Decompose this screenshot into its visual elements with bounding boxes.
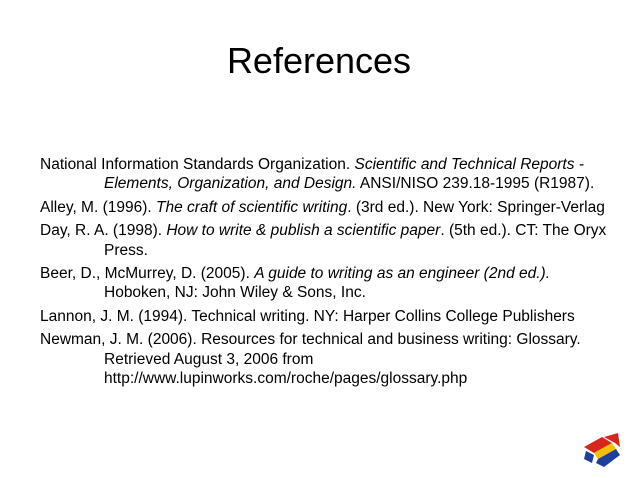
reference-title: A guide to writing as an engineer (2nd ed.).	[254, 265, 551, 283]
logo-blue-base	[584, 451, 594, 463]
reference-text: Alley, M. (1996).	[40, 198, 157, 216]
reference-text: . (5th ed.). CT: The Oryx Press.	[104, 222, 607, 259]
cube-logo-icon	[582, 433, 622, 469]
reference-text: Hoboken, NJ: John Wiley & Sons, Inc.	[104, 284, 366, 302]
reference-title: The craft of scientific writing	[156, 198, 348, 216]
reference-text: Newman, J. M. (2006). Resources for technical and business writing: Glossary. Retrieved August 3, 2006 from http://www.lupinworks.com/roche/pages/glossary.php	[40, 331, 581, 388]
reference-text: . (3rd ed.). New York: Springer-Verlag	[347, 198, 605, 216]
reference-title: Scientific and Technical Reports - Elements, Organization, and Design.	[104, 156, 584, 193]
reference-item	[40, 155, 615, 194]
reference-item	[40, 330, 615, 388]
reference-text: ANSI/NISO 239.18-1995 (R1987).	[356, 175, 595, 193]
reference-text: Day, R. A. (1998).	[40, 222, 167, 240]
reference-text: Beer, D., McMurrey, D. (2005).	[40, 265, 255, 283]
reference-item	[40, 221, 615, 260]
reference-item	[40, 264, 615, 303]
reference-item	[40, 198, 615, 217]
reference-item	[40, 307, 615, 326]
reference-text: Lannon, J. M. (1994). Technical writing. NY: Harper Collins College Publishers	[40, 307, 575, 325]
reference-text: National Information Standards Organization.	[40, 156, 355, 173]
reference-title: How to write & publish a scientific paper	[166, 222, 441, 240]
reference-list	[40, 155, 615, 392]
slide-title: References	[226, 40, 412, 81]
